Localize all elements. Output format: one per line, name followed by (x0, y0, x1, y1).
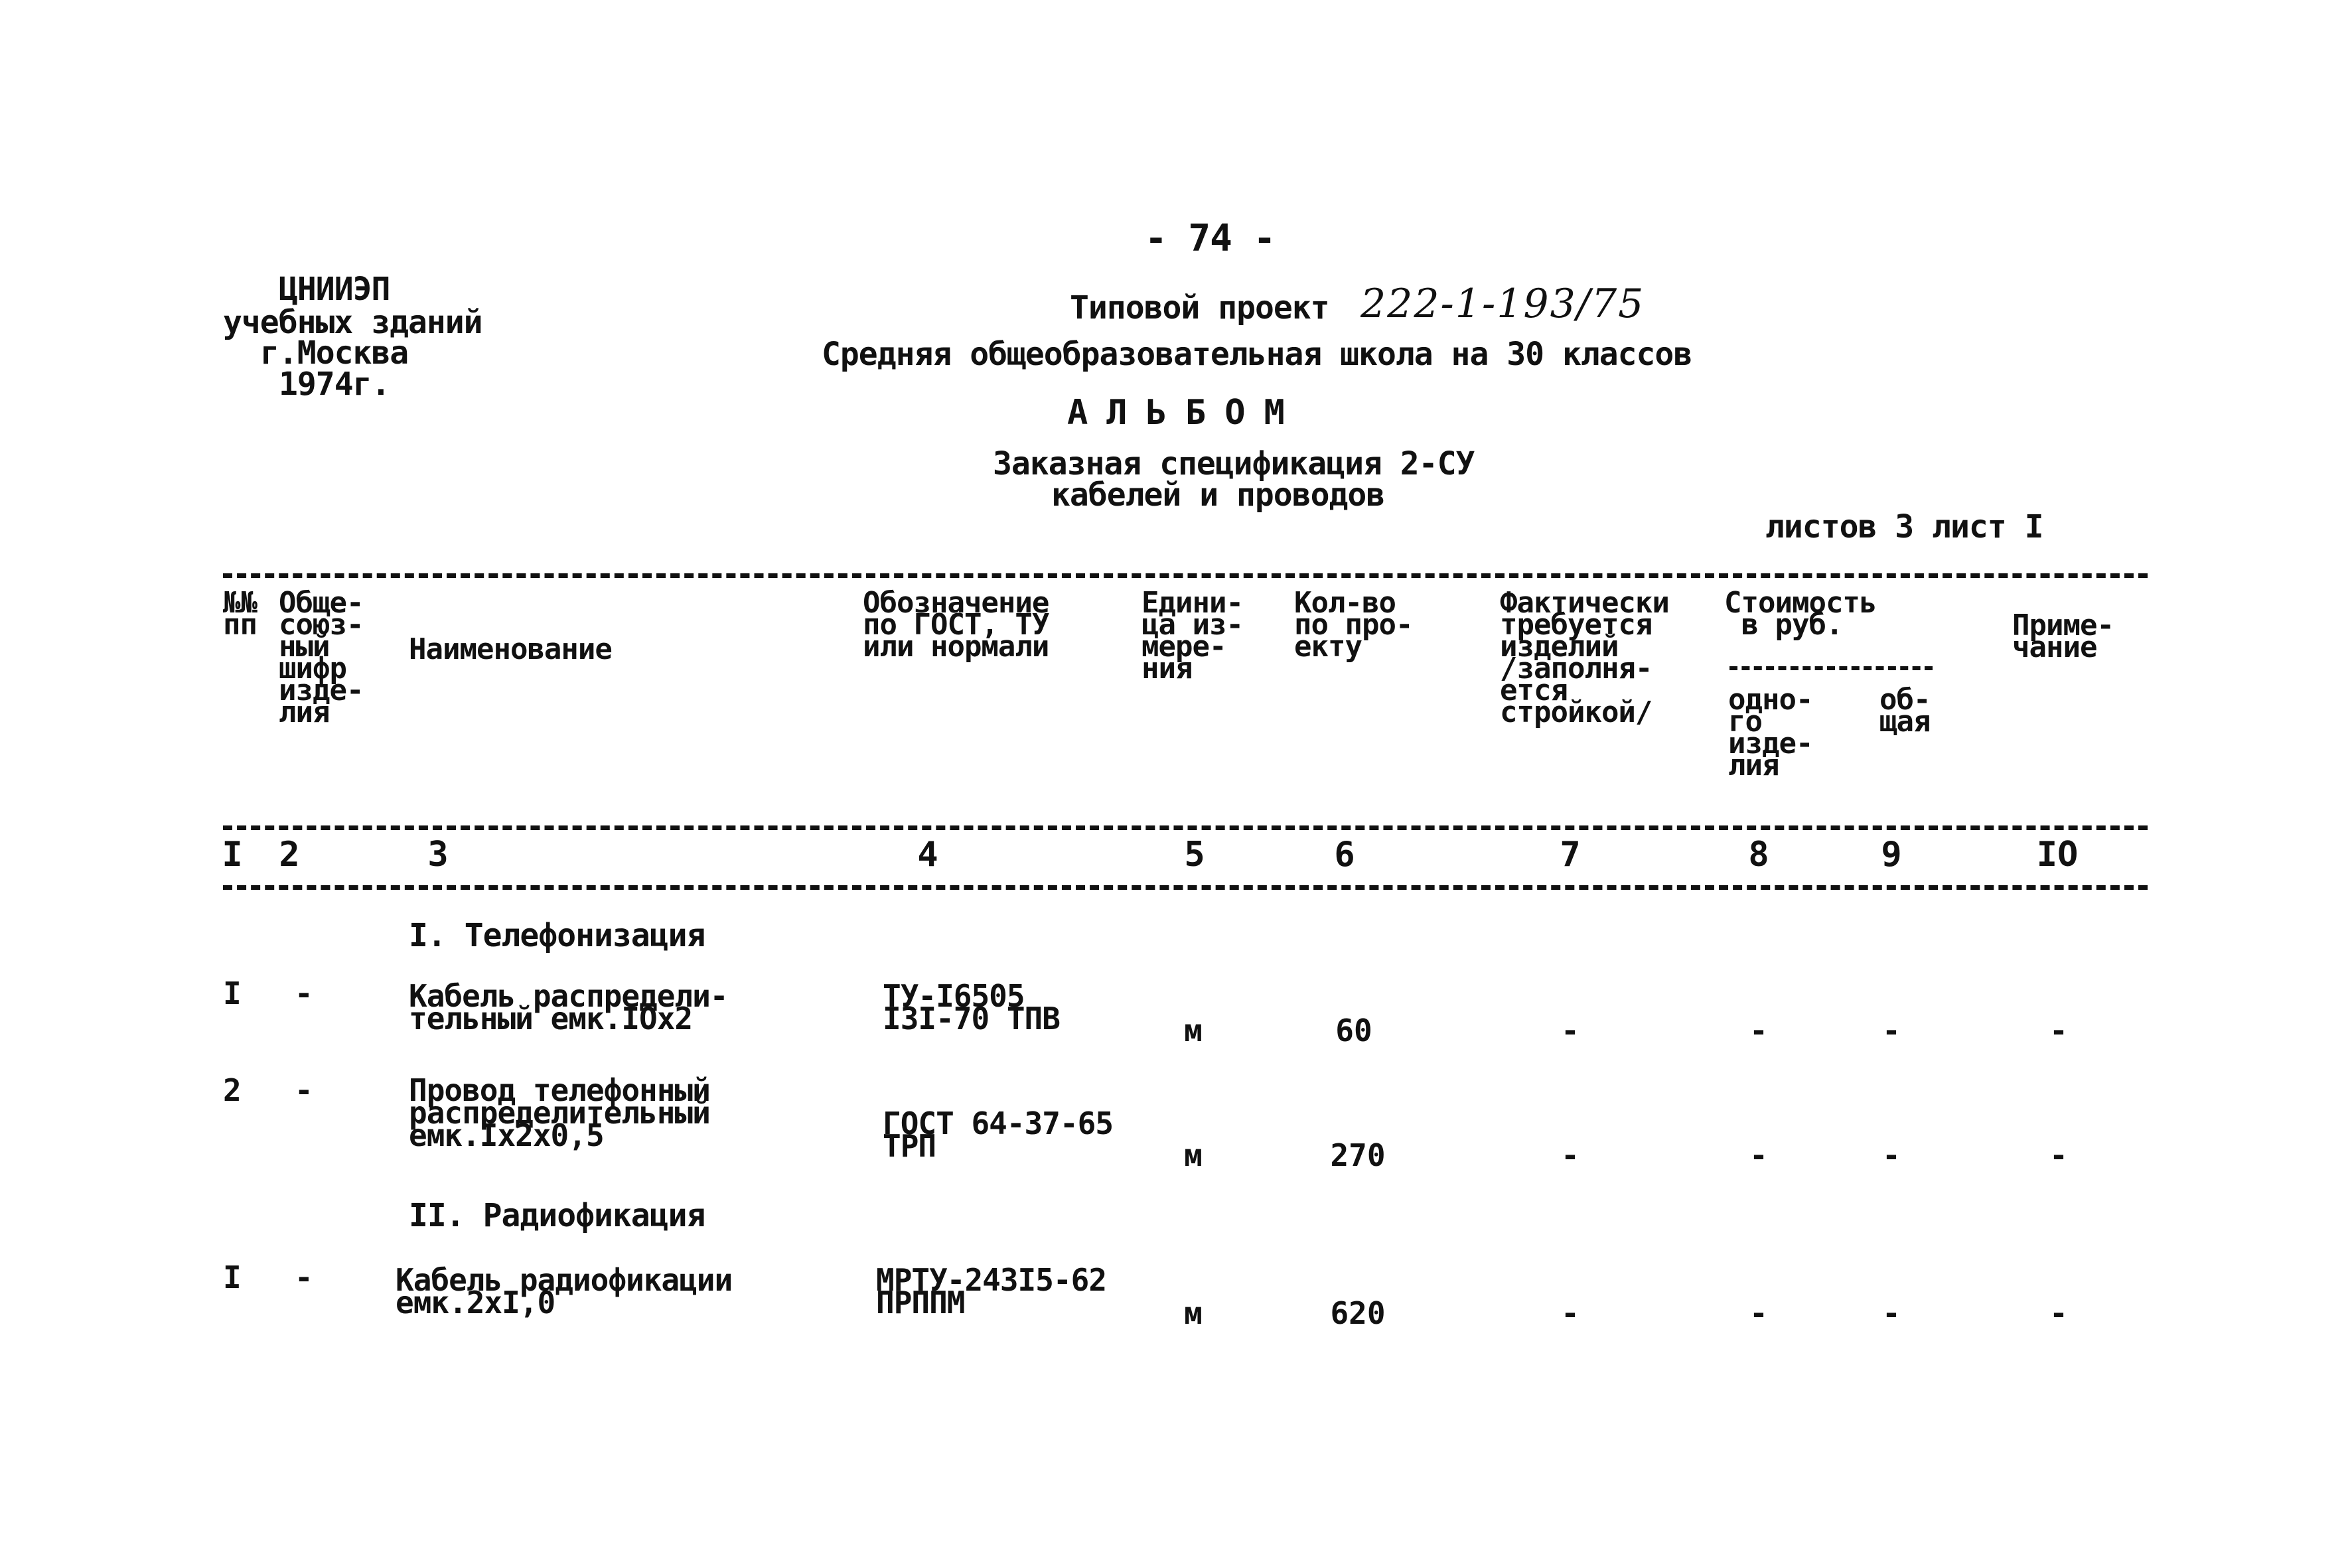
row-actual: - (1561, 1137, 1580, 1173)
row-code: - (295, 1072, 313, 1108)
section-title: II. Радиофикация (409, 1197, 705, 1234)
header-col-6: Кол-во по про- екту (1294, 586, 1413, 664)
row-designation: ГОСТ 64-37-65 ТРП (883, 1105, 1114, 1164)
row-cost-total: - (1882, 1013, 1901, 1048)
row-designation: ТУ-I6505 I3I-70 ТПВ (883, 978, 1060, 1036)
header-col-3: Наименование (409, 632, 612, 666)
row-code: - (295, 1259, 313, 1295)
row-note: - (2049, 1295, 2068, 1331)
row-qty: 270 (1330, 1137, 1386, 1173)
header-col-10: Приме- чание (2012, 608, 2114, 664)
header-bottom-rule (223, 825, 2148, 830)
row-unit: м (1184, 1295, 1203, 1331)
column-number-5: 5 (1184, 835, 1205, 875)
album-title: АЛЬБОМ (1067, 393, 1303, 433)
header-col-4: Обозначение по ГОСТ, ТУ или нормали (863, 586, 1049, 664)
header-col-5: Едини- ца из- мере- ния (1141, 586, 1243, 685)
row-cost-one: - (1749, 1137, 1768, 1173)
row-name: Провод телефонный распределительный емк.Ix2x0,5 (409, 1072, 710, 1153)
row-code: - (295, 975, 313, 1011)
org-line-1: ЦНИИЭП (279, 271, 390, 308)
row-number: I (223, 975, 241, 1011)
column-numbers-rule (223, 885, 2148, 890)
row-note: - (2049, 1137, 2068, 1173)
sheet-counter: листов 3 лист I (1765, 508, 2043, 545)
row-name: Кабель радиофикации емк.2xI,0 (396, 1262, 733, 1320)
row-cost-one: - (1749, 1013, 1768, 1048)
row-actual: - (1561, 1013, 1580, 1048)
org-line-4: 1974г. (279, 366, 390, 403)
header-col-1: №№ пп (223, 586, 257, 642)
spec-title-line-1: Заказная спецификация 2-СУ (993, 445, 1475, 482)
column-number-6: 6 (1334, 835, 1355, 875)
column-number-10: IO (2036, 835, 2079, 875)
column-number-1: I (222, 835, 243, 875)
header-col-8: одно- го изде- лия (1728, 683, 1813, 782)
row-cost-total: - (1882, 1295, 1901, 1331)
header-col-7: Фактически требуется изделий /заполня- ется стройкой/ (1500, 586, 1669, 729)
org-line-2: учебных зданий (223, 304, 482, 341)
project-label: Типовой проект (1070, 289, 1329, 326)
header-col-2: Обще- союз- ный шифр изде- лия (279, 586, 364, 729)
section-title: I. Телефонизация (409, 917, 705, 954)
page-number: - 74 - (1145, 217, 1276, 260)
column-number-7: 7 (1560, 835, 1581, 875)
row-name: Кабель распредели- тельный емк.IOx2 (409, 978, 728, 1036)
column-number-8: 8 (1748, 835, 1769, 875)
project-title: Средняя общеобразовательная школа на 30 классов (822, 336, 1692, 373)
header-cost-divider (1729, 666, 1933, 670)
row-designation: МРТУ-243I5-62 ПРППМ (876, 1262, 1107, 1320)
row-actual: - (1561, 1295, 1580, 1331)
row-qty: 620 (1330, 1295, 1386, 1331)
table-top-rule (223, 573, 2148, 578)
header-col-8-group: Стоимость в руб. (1724, 586, 1877, 642)
row-qty: 60 (1335, 1013, 1372, 1048)
row-number: 2 (223, 1072, 241, 1108)
row-number: I (223, 1259, 241, 1295)
row-cost-total: - (1882, 1137, 1901, 1173)
row-unit: м (1184, 1013, 1203, 1048)
row-unit: м (1184, 1137, 1203, 1173)
column-number-9: 9 (1881, 835, 1902, 875)
row-cost-one: - (1749, 1295, 1768, 1331)
row-note: - (2049, 1013, 2068, 1048)
column-number-3: 3 (427, 835, 449, 875)
org-line-3: г.Москва (260, 334, 409, 372)
header-col-9: об- щая (1879, 683, 1931, 739)
spec-title-line-2: кабелей и проводов (1051, 476, 1385, 514)
column-number-2: 2 (279, 835, 300, 875)
project-number: 222-1-193/75 (1360, 281, 1645, 327)
column-number-4: 4 (917, 835, 938, 875)
